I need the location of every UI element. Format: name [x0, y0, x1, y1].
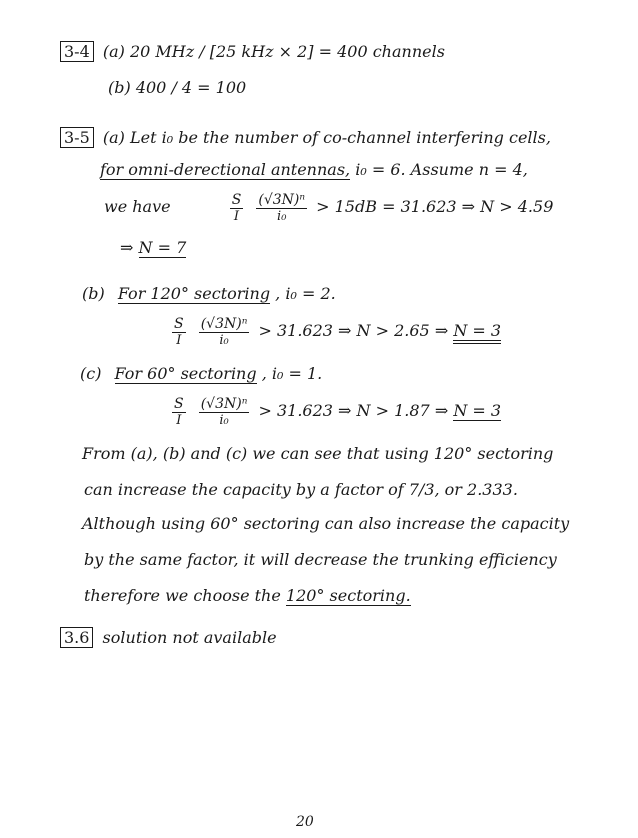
problem-3-6-label: 3.6 — [60, 627, 93, 648]
problem-3-5-line-2 — [100, 160, 528, 180]
equation-c-result: > 31.623 ⇒ N > 1.87 ⇒ — [258, 401, 449, 420]
problem-3-6 — [60, 628, 277, 648]
assumption-text: i₀ = 6. Assume n = 4, — [355, 160, 528, 179]
reuse-ratio-b: $\frac{\text{(√3N)ⁿ}}{\text{i₀}}$ — [200, 315, 248, 348]
conclusion-line-3: Although using 60° sectoring can also increase the capacity — [82, 514, 570, 533]
part-b-label: (b) — [82, 284, 105, 303]
conclusion-line-2: can increase the capacity by a factor of 7/3, or 2.333. — [84, 480, 518, 499]
part-c-title: For 60° sectoring — [114, 364, 257, 383]
s-over-i-c: $\frac{S}{I}$ — [174, 395, 184, 428]
equation-a-result: > 15dB = 31.623 ⇒ N > 4.59 — [316, 197, 554, 216]
problem-3-4-part-b: (b) 400 / 4 = 100 — [108, 78, 247, 97]
s-over-i-a: $\frac{S}{I}$ — [231, 191, 242, 224]
equation-c — [168, 394, 501, 428]
problem-3-6-text: solution not available — [102, 628, 277, 647]
part-c-i0: , i₀ = 1. — [261, 364, 323, 383]
part-b-heading — [82, 284, 336, 304]
problem-3-4-line-a — [60, 42, 445, 62]
omni-antenna-text: for omni-derectional antennas, — [100, 160, 351, 179]
problem-3-5-part-a-lead: (a) Let i₀ be the number of co-channel interfering cells, — [102, 128, 551, 147]
reuse-ratio-c: $\frac{\text{(√3N)ⁿ}}{\text{i₀}}$ — [200, 395, 248, 428]
part-b-title: For 120° sectoring — [117, 284, 271, 303]
equation-b-result: > 31.623 ⇒ N > 2.65 ⇒ — [258, 321, 449, 340]
conclusion-line-4: by the same factor, it will decrease the trunking efficiency — [84, 550, 557, 569]
part-c-label: (c) — [80, 364, 102, 383]
conclusion-line-5 — [84, 586, 411, 606]
problem-3-4-label: 3-4 — [60, 41, 94, 62]
conclusion-choice: 120° sectoring. — [285, 586, 411, 605]
page-number: 20 — [296, 814, 314, 830]
problem-3-4-part-a: (a) 20 MHz / [25 kHz × 2] = 400 channels — [102, 42, 445, 61]
reuse-ratio-a: $\frac{\text{(√3N)ⁿ}}{\text{i₀}}$ — [258, 191, 306, 224]
result-a: ⇒ N = 7 — [120, 238, 187, 257]
part-b-i0: , i₀ = 2. — [275, 284, 336, 303]
result-n7: N = 7 — [138, 238, 187, 257]
problem-3-5-label: 3-5 — [60, 127, 94, 148]
conclusion-line-5-lead: therefore we choose the — [84, 586, 281, 605]
problem-3-5-line-1 — [60, 128, 551, 148]
equation-b — [168, 314, 501, 348]
conclusion-line-1: From (a), (b) and (c) we can see that using 120° sectoring — [82, 444, 554, 463]
part-c-heading — [80, 364, 322, 384]
we-have-text: we have — [104, 197, 171, 216]
s-over-i-b: $\frac{S}{I}$ — [174, 315, 184, 348]
result-b-n3: N = 3 — [453, 321, 501, 344]
equation-a — [104, 190, 553, 224]
result-c-n3: N = 3 — [453, 401, 502, 420]
